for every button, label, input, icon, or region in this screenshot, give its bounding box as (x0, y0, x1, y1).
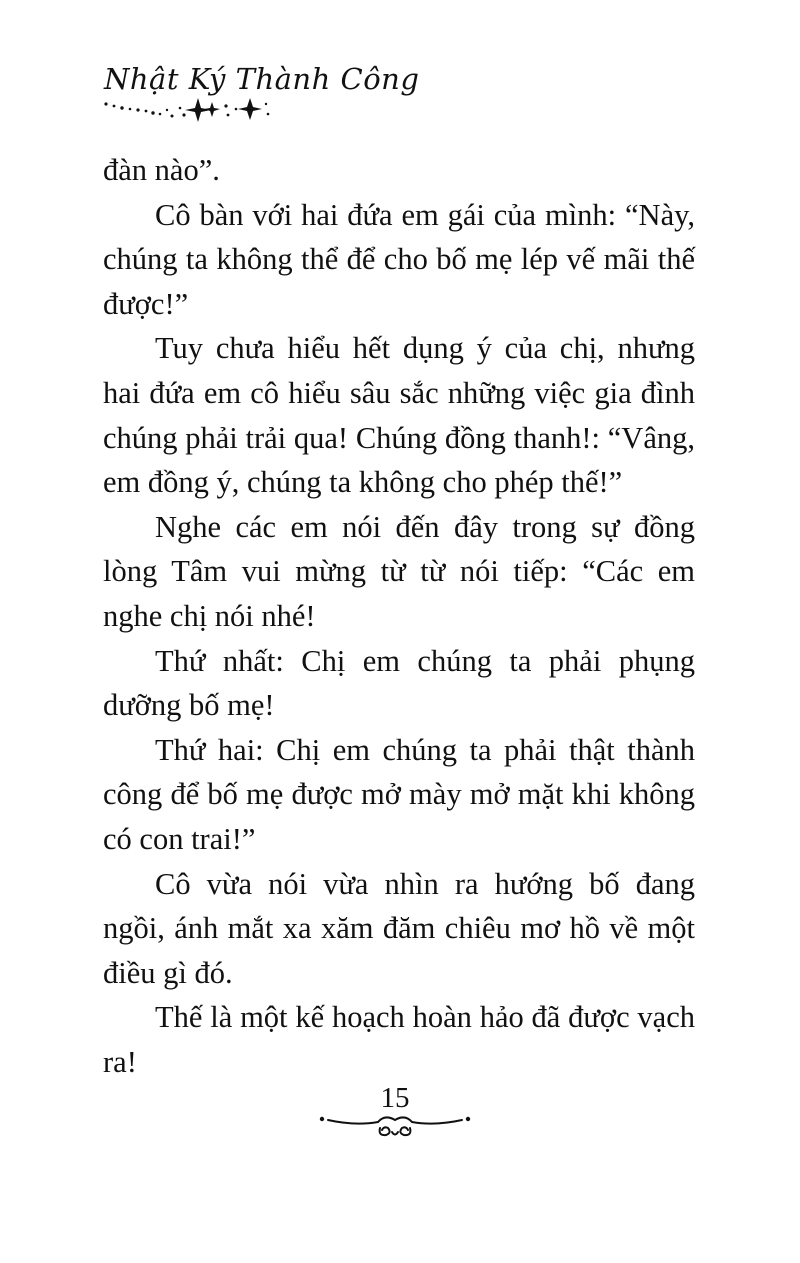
page-footer (310, 1078, 480, 1148)
paragraph: Thế là một kế hoạch hoàn hảo đã được vạch ra! (103, 1000, 695, 1079)
paragraph: đàn nào”. (103, 153, 220, 187)
scroll-flourish-icon (310, 1108, 480, 1140)
paragraph: Cô vừa nói vừa nhìn ra hướng bố đang ngồi, ánh mắt xa xăm đăm chiêu mơ hồ về một điều gì đó. (103, 866, 695, 990)
paragraph: Tuy chưa hiểu hết dụng ý của chị, nhưng hai đứa em cô hiểu sâu sắc những việc gia đình chúng phải trải qua! Chúng đồng thanh!: “Vâng, em đồng ý, chúng ta không cho phép thế!” (103, 331, 695, 500)
book-title: Nhật Ký Thành Công (104, 62, 420, 96)
paragraph: Nghe các em nói đến đây trong sự đồng lòng Tâm vui mừng từ từ nói tiếp: “Các em nghe chị nói nhé! (103, 509, 695, 633)
sparkle-dots-icon (100, 96, 280, 126)
paragraph: Cô bàn với hai đứa em gái của mình: “Này, chúng ta không thể để cho bố mẹ lép vế mãi thế được!” (103, 197, 695, 321)
paragraph: Thứ nhất: Chị em chúng ta phải phụng dưỡng bố mẹ! (103, 643, 695, 723)
paragraph: Thứ hai: Chị em chúng ta phải thật thành công để bố mẹ được mở mày mở mặt khi không có con trai!” (103, 732, 695, 856)
running-header (100, 62, 420, 132)
page-number: 15 (380, 1082, 410, 1114)
body-text (103, 148, 695, 1084)
